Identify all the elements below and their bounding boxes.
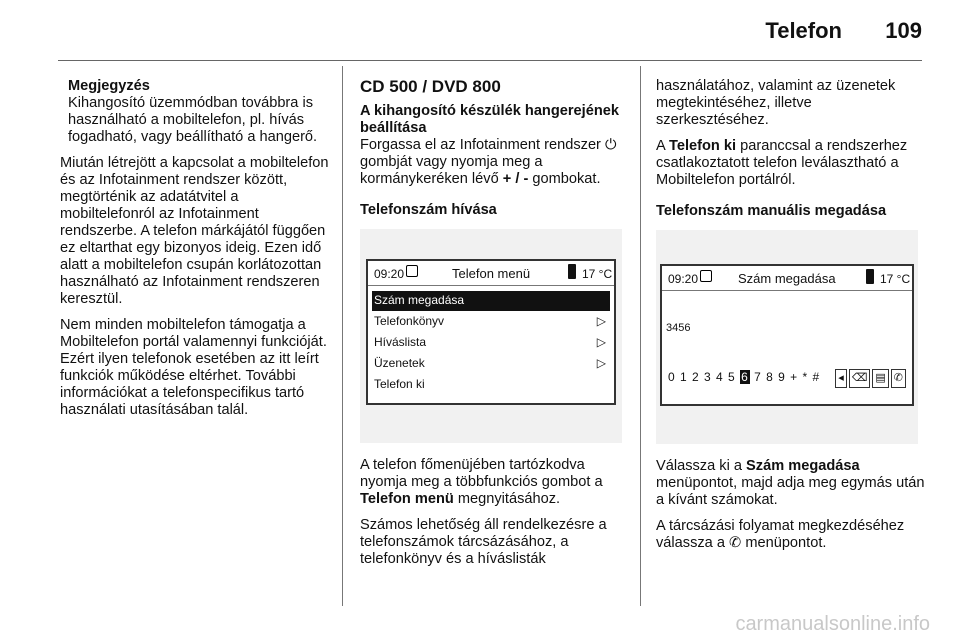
page-header [0,0,960,60]
column-divider [342,66,343,606]
paragraph: Számos lehetőség áll rendelkezésre a telefonszámok tárcsázásához, a telefonkönyv és a híváslisták [360,517,607,567]
paragraph [656,138,926,189]
phone-menu-screenshot [360,229,622,443]
section-heading: CD 500 / DVD 800 [360,77,501,96]
text: gombokat. [532,171,601,187]
command-name: Telefon ki [669,138,737,154]
paragraph [360,457,628,508]
note-text: Kihangosító üzemmódban továbbra is használható a mobiltelefon, pl. hívás fogadható, vagy beállítható a hangerő. [68,95,318,145]
subheading: Telefonszám hívása [360,202,497,218]
call-icon: ✆ [891,369,906,388]
temperature: 17 °C [880,272,911,286]
column-3 [656,78,926,561]
text: A [656,138,665,154]
menu-item-label: Szám megadása [374,293,465,307]
menu-item [372,333,610,353]
display-screen [366,259,616,405]
digits: 0 1 2 3 4 5 [668,370,736,384]
paragraph: Nem minden mobiltelefon támogatja a Mobiltelefon portál valamennyi funkcióját. Ezért ilyen telefonok esetében az itt leírt funkciók működése eltérhet. További információkat a telefonspecifikus tartó használati utasításában talál. [60,317,327,418]
status-bar [368,261,614,286]
control-icons [833,369,906,388]
text: gombját vagy nyomja meg a kormánykeréken lévő [360,154,543,187]
submenu-arrow-icon: ▷ [596,356,606,370]
subsection-heading: A kihangosító készülék hangerejének beállítása [360,103,619,136]
page-number: 109 [885,18,922,43]
menu-item [372,291,610,311]
menu-item-label: Telefonkönyv [374,314,445,328]
column-1 [60,78,332,428]
menu-item [372,354,610,374]
menu-item-label: Telefon ki [374,377,425,391]
paragraph [656,458,926,509]
clock-time: 09:20 [374,267,405,281]
clock-icon [406,265,418,277]
delete-icon: ⌫ [849,369,871,388]
text: Forgassa el az Infotainment rendszer [360,137,601,153]
phone-menu [372,291,610,396]
clock-icon [700,270,712,282]
phonebook-icon: ▤ [872,369,888,388]
display-screen [660,264,914,406]
submenu-arrow-icon: ▷ [596,314,606,328]
text: megnyitásához. [457,491,561,507]
selected-digit: 6 [741,370,749,384]
watermark: carmanualsonline.info [735,613,930,635]
phone-icon [866,269,874,284]
text: A tárcsázási folyamat megkezdéséhez válassza a [656,518,905,551]
left-arrow-icon: ◂ [835,369,847,388]
menu-name: Telefon menü [360,491,454,507]
screen-title: Telefon menü [452,266,531,281]
digit-row [668,369,820,386]
text: menüpontot, majd adja meg egymás után a kívánt számokat. [656,475,925,508]
status-bar [662,266,912,291]
text: Válassza ki a [656,458,742,474]
text: menüpontot. [745,535,827,551]
paragraph [656,518,926,552]
clock-time: 09:20 [668,272,699,286]
temperature: 17 °C [582,267,613,281]
text: A telefon főmenüjében tartózkodva nyomja meg a többfunkciós gombot a [360,457,603,490]
digits: 7 8 9 + * # [754,370,821,384]
menu-item-label: Üzenetek [374,356,425,370]
keys-label: + / - [502,171,529,187]
screen-title: Szám megadása [738,271,836,286]
column-2 [360,78,628,577]
menu-name: Szám megadása [746,458,860,474]
menu-item-label: Híváslista [374,335,427,349]
entered-number: 3456 [666,322,691,334]
phone-icon [568,264,576,279]
text: paranccsal a rendszerhez csatlakoztatott telefon leválasztható a Mobiltelefon portálról. [656,138,908,188]
header-rule [58,60,922,61]
page-title: Telefon [765,18,842,43]
submenu-arrow-icon: ▷ [596,335,606,349]
volume-paragraph [360,137,628,188]
menu-item [372,375,610,395]
knob-icon: ⏻ [604,137,617,153]
menu-item [372,312,610,332]
note-title: Megjegyzés [68,78,150,94]
call-icon: ✆ [729,535,742,551]
paragraph: Miután létrejött a kapcsolat a mobiltelefon és az Infotainment rendszer között, megtörténik az adatátvitel a mobiltelefonról az Infotainment rendszerbe. A telefon márkájától függően ez eltarthat egy bizonyos ideig. Ezen idő alatt a mobiltelefon csupán korlátozottan használható az Infotainment rendszeren keresztül. [60,155,329,307]
note-box [68,78,332,146]
column-divider [640,66,641,606]
subheading: Telefonszám manuális megadása [656,203,887,219]
number-entry-screenshot [656,230,918,444]
paragraph: használatához, valamint az üzenetek megtekintéséhez, illetve szerkesztéséhez. [656,78,896,128]
